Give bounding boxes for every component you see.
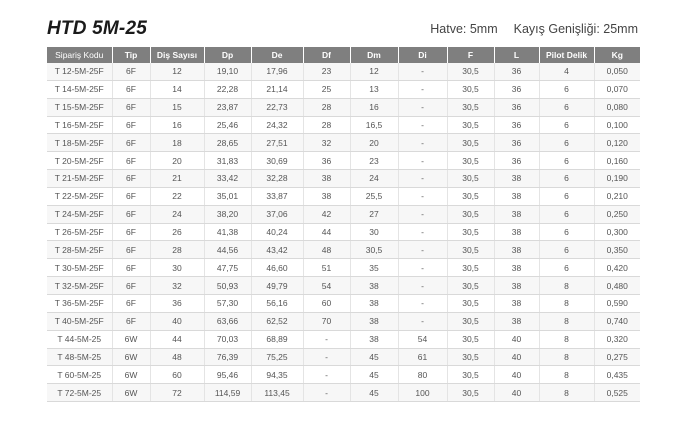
cell-dm: 38 — [350, 277, 398, 295]
cell-kg: 0,080 — [594, 98, 640, 116]
cell-type: 6F — [112, 259, 150, 277]
cell-type: 6W — [112, 384, 150, 402]
table-row — [47, 348, 640, 366]
table-row — [47, 366, 640, 384]
cell-type: 6F — [112, 98, 150, 116]
cell-dm: 16,5 — [350, 116, 398, 134]
cell-order-code: T 22-5M-25F — [47, 187, 112, 205]
cell-teeth: 15 — [150, 98, 204, 116]
cell-f: 30,5 — [447, 223, 494, 241]
cell-di: - — [398, 259, 447, 277]
cell-di: 54 — [398, 330, 447, 348]
cell-di: - — [398, 80, 447, 98]
cell-de: 33,87 — [251, 187, 303, 205]
cell-dm: 16 — [350, 98, 398, 116]
cell-pilot-bore: 6 — [539, 80, 594, 98]
cell-l: 38 — [494, 241, 539, 259]
cell-pilot-bore: 6 — [539, 170, 594, 188]
cell-order-code: T 60-5M-25 — [47, 366, 112, 384]
cell-order-code: T 32-5M-25F — [47, 277, 112, 295]
cell-di: - — [398, 312, 447, 330]
cell-f: 30,5 — [447, 312, 494, 330]
cell-teeth: 48 — [150, 348, 204, 366]
cell-dp: 38,20 — [204, 205, 251, 223]
cell-dm: 45 — [350, 366, 398, 384]
cell-teeth: 36 — [150, 294, 204, 312]
cell-dm: 35 — [350, 259, 398, 277]
cell-pilot-bore: 4 — [539, 63, 594, 80]
cell-kg: 0,160 — [594, 152, 640, 170]
cell-de: 43,42 — [251, 241, 303, 259]
cell-l: 40 — [494, 366, 539, 384]
cell-teeth: 40 — [150, 312, 204, 330]
cell-dp: 22,28 — [204, 80, 251, 98]
cell-teeth: 72 — [150, 384, 204, 402]
table-row — [47, 134, 640, 152]
cell-order-code: T 40-5M-25F — [47, 312, 112, 330]
col-header-teeth: Diş Sayısı — [150, 47, 204, 63]
cell-di: 61 — [398, 348, 447, 366]
cell-teeth: 18 — [150, 134, 204, 152]
cell-kg: 0,190 — [594, 170, 640, 188]
cell-kg: 0,420 — [594, 259, 640, 277]
cell-type: 6W — [112, 348, 150, 366]
cell-pilot-bore: 6 — [539, 134, 594, 152]
cell-df: - — [303, 348, 350, 366]
cell-pilot-bore: 6 — [539, 223, 594, 241]
col-header-dp: Dp — [204, 47, 251, 63]
cell-f: 30,5 — [447, 241, 494, 259]
cell-dp: 28,65 — [204, 134, 251, 152]
cell-di: - — [398, 277, 447, 295]
cell-di: - — [398, 241, 447, 259]
cell-teeth: 24 — [150, 205, 204, 223]
cell-pilot-bore: 6 — [539, 116, 594, 134]
cell-order-code: T 12-5M-25F — [47, 63, 112, 80]
cell-di: - — [398, 116, 447, 134]
cell-dm: 23 — [350, 152, 398, 170]
cell-kg: 0,435 — [594, 366, 640, 384]
cell-di: - — [398, 205, 447, 223]
cell-kg: 0,050 — [594, 63, 640, 80]
cell-teeth: 44 — [150, 330, 204, 348]
cell-dm: 38 — [350, 294, 398, 312]
cell-teeth: 28 — [150, 241, 204, 259]
cell-de: 21,14 — [251, 80, 303, 98]
table-row — [47, 187, 640, 205]
cell-order-code: T 28-5M-25F — [47, 241, 112, 259]
cell-type: 6F — [112, 294, 150, 312]
cell-type: 6F — [112, 277, 150, 295]
cell-f: 30,5 — [447, 366, 494, 384]
cell-l: 38 — [494, 294, 539, 312]
cell-kg: 0,480 — [594, 277, 640, 295]
table-row — [47, 277, 640, 295]
cell-dm: 30,5 — [350, 241, 398, 259]
cell-dp: 63,66 — [204, 312, 251, 330]
cell-df: 38 — [303, 170, 350, 188]
page-title: HTD 5M-25 — [47, 18, 147, 39]
table-row — [47, 205, 640, 223]
table-row — [47, 294, 640, 312]
cell-kg: 0,250 — [594, 205, 640, 223]
cell-l: 38 — [494, 312, 539, 330]
cell-dm: 45 — [350, 348, 398, 366]
cell-df: 44 — [303, 223, 350, 241]
cell-kg: 0,320 — [594, 330, 640, 348]
col-header-dm: Dm — [350, 47, 398, 63]
cell-order-code: T 72-5M-25 — [47, 384, 112, 402]
cell-f: 30,5 — [447, 98, 494, 116]
cell-f: 30,5 — [447, 116, 494, 134]
cell-pilot-bore: 6 — [539, 259, 594, 277]
cell-teeth: 16 — [150, 116, 204, 134]
cell-di: - — [398, 223, 447, 241]
cell-l: 40 — [494, 348, 539, 366]
cell-df: 38 — [303, 187, 350, 205]
cell-dp: 33,42 — [204, 170, 251, 188]
cell-teeth: 22 — [150, 187, 204, 205]
cell-pilot-bore: 8 — [539, 312, 594, 330]
cell-type: 6F — [112, 223, 150, 241]
cell-teeth: 21 — [150, 170, 204, 188]
cell-de: 56,16 — [251, 294, 303, 312]
cell-dp: 114,59 — [204, 384, 251, 402]
specs-info — [430, 22, 638, 36]
cell-df: 42 — [303, 205, 350, 223]
col-header-type: Tip — [112, 47, 150, 63]
cell-dm: 27 — [350, 205, 398, 223]
cell-dp: 50,93 — [204, 277, 251, 295]
cell-l: 38 — [494, 277, 539, 295]
cell-dm: 45 — [350, 384, 398, 402]
cell-de: 94,35 — [251, 366, 303, 384]
table-row — [47, 241, 640, 259]
table-row — [47, 170, 640, 188]
cell-f: 30,5 — [447, 152, 494, 170]
cell-type: 6W — [112, 366, 150, 384]
cell-df: 25 — [303, 80, 350, 98]
cell-de: 75,25 — [251, 348, 303, 366]
cell-type: 6F — [112, 134, 150, 152]
cell-teeth: 26 — [150, 223, 204, 241]
cell-df: - — [303, 330, 350, 348]
cell-l: 38 — [494, 205, 539, 223]
col-header-kg: Kg — [594, 47, 640, 63]
cell-de: 27,51 — [251, 134, 303, 152]
cell-order-code: T 30-5M-25F — [47, 259, 112, 277]
cell-dm: 20 — [350, 134, 398, 152]
cell-teeth: 30 — [150, 259, 204, 277]
cell-dp: 47,75 — [204, 259, 251, 277]
cell-kg: 0,740 — [594, 312, 640, 330]
cell-type: 6F — [112, 80, 150, 98]
cell-dp: 31,83 — [204, 152, 251, 170]
cell-de: 37,06 — [251, 205, 303, 223]
cell-pilot-bore: 6 — [539, 98, 594, 116]
cell-dp: 95,46 — [204, 366, 251, 384]
cell-order-code: T 18-5M-25F — [47, 134, 112, 152]
table-row — [47, 384, 640, 402]
cell-dm: 12 — [350, 63, 398, 80]
cell-l: 38 — [494, 170, 539, 188]
cell-dm: 38 — [350, 312, 398, 330]
cell-l: 36 — [494, 152, 539, 170]
cell-type: 6F — [112, 312, 150, 330]
cell-kg: 0,350 — [594, 241, 640, 259]
cell-di: - — [398, 294, 447, 312]
cell-kg: 0,300 — [594, 223, 640, 241]
cell-de: 46,60 — [251, 259, 303, 277]
cell-l: 36 — [494, 116, 539, 134]
cell-dm: 38 — [350, 330, 398, 348]
pulley-spec-table — [47, 47, 640, 402]
cell-pilot-bore: 8 — [539, 348, 594, 366]
cell-di: - — [398, 98, 447, 116]
cell-pilot-bore: 8 — [539, 366, 594, 384]
pitch-label: Hatve: 5mm — [430, 22, 498, 36]
cell-kg: 0,100 — [594, 116, 640, 134]
table-row — [47, 152, 640, 170]
cell-order-code: T 44-5M-25 — [47, 330, 112, 348]
cell-pilot-bore: 6 — [539, 205, 594, 223]
cell-l: 36 — [494, 80, 539, 98]
cell-df: 60 — [303, 294, 350, 312]
cell-dp: 19,10 — [204, 63, 251, 80]
cell-type: 6F — [112, 63, 150, 80]
cell-order-code: T 20-5M-25F — [47, 152, 112, 170]
cell-f: 30,5 — [447, 134, 494, 152]
table-row — [47, 312, 640, 330]
cell-dm: 25,5 — [350, 187, 398, 205]
cell-l: 38 — [494, 187, 539, 205]
cell-de: 49,79 — [251, 277, 303, 295]
cell-de: 22,73 — [251, 98, 303, 116]
cell-dp: 44,56 — [204, 241, 251, 259]
cell-di: - — [398, 63, 447, 80]
cell-teeth: 32 — [150, 277, 204, 295]
cell-de: 113,45 — [251, 384, 303, 402]
col-header-pilot-bore: Pilot Delik — [539, 47, 594, 63]
cell-l: 38 — [494, 259, 539, 277]
cell-dp: 23,87 — [204, 98, 251, 116]
cell-di: - — [398, 187, 447, 205]
cell-de: 68,89 — [251, 330, 303, 348]
col-header-de: De — [251, 47, 303, 63]
cell-l: 40 — [494, 384, 539, 402]
cell-df: 23 — [303, 63, 350, 80]
cell-order-code: T 36-5M-25F — [47, 294, 112, 312]
cell-order-code: T 15-5M-25F — [47, 98, 112, 116]
cell-df: 54 — [303, 277, 350, 295]
cell-order-code: T 16-5M-25F — [47, 116, 112, 134]
cell-teeth: 20 — [150, 152, 204, 170]
col-header-di: Di — [398, 47, 447, 63]
table-row — [47, 116, 640, 134]
cell-df: 28 — [303, 116, 350, 134]
cell-di: - — [398, 170, 447, 188]
cell-f: 30,5 — [447, 259, 494, 277]
cell-de: 24,32 — [251, 116, 303, 134]
cell-f: 30,5 — [447, 294, 494, 312]
col-header-df: Df — [303, 47, 350, 63]
cell-df: 36 — [303, 152, 350, 170]
cell-kg: 0,120 — [594, 134, 640, 152]
cell-df: 70 — [303, 312, 350, 330]
col-header-order-code: Sipariş Kodu — [47, 47, 112, 63]
cell-kg: 0,525 — [594, 384, 640, 402]
cell-dp: 57,30 — [204, 294, 251, 312]
cell-di: - — [398, 134, 447, 152]
cell-f: 30,5 — [447, 205, 494, 223]
table-row — [47, 223, 640, 241]
cell-l: 36 — [494, 98, 539, 116]
cell-f: 30,5 — [447, 330, 494, 348]
cell-di: 80 — [398, 366, 447, 384]
cell-dm: 30 — [350, 223, 398, 241]
cell-type: 6F — [112, 205, 150, 223]
cell-kg: 0,275 — [594, 348, 640, 366]
cell-f: 30,5 — [447, 384, 494, 402]
table-header-row — [47, 47, 640, 63]
cell-type: 6F — [112, 152, 150, 170]
belt-width-label: Kayış Genişliği: 25mm — [513, 22, 638, 36]
cell-dm: 13 — [350, 80, 398, 98]
cell-l: 36 — [494, 134, 539, 152]
cell-f: 30,5 — [447, 187, 494, 205]
cell-f: 30,5 — [447, 170, 494, 188]
cell-type: 6F — [112, 241, 150, 259]
table-row — [47, 330, 640, 348]
cell-df: - — [303, 366, 350, 384]
cell-kg: 0,210 — [594, 187, 640, 205]
cell-teeth: 12 — [150, 63, 204, 80]
cell-kg: 0,590 — [594, 294, 640, 312]
cell-de: 32,28 — [251, 170, 303, 188]
cell-order-code: T 14-5M-25F — [47, 80, 112, 98]
cell-teeth: 14 — [150, 80, 204, 98]
cell-dp: 76,39 — [204, 348, 251, 366]
table-row — [47, 98, 640, 116]
cell-f: 30,5 — [447, 63, 494, 80]
cell-type: 6W — [112, 330, 150, 348]
cell-pilot-bore: 8 — [539, 277, 594, 295]
col-header-l: L — [494, 47, 539, 63]
cell-dp: 35,01 — [204, 187, 251, 205]
cell-kg: 0,070 — [594, 80, 640, 98]
cell-df: 32 — [303, 134, 350, 152]
cell-type: 6F — [112, 170, 150, 188]
cell-order-code: T 26-5M-25F — [47, 223, 112, 241]
table-row — [47, 80, 640, 98]
cell-pilot-bore: 8 — [539, 384, 594, 402]
cell-dp: 25,46 — [204, 116, 251, 134]
cell-pilot-bore: 6 — [539, 152, 594, 170]
cell-l: 40 — [494, 330, 539, 348]
table-row — [47, 63, 640, 80]
cell-de: 62,52 — [251, 312, 303, 330]
col-header-f: F — [447, 47, 494, 63]
cell-df: 48 — [303, 241, 350, 259]
cell-type: 6F — [112, 116, 150, 134]
cell-de: 40,24 — [251, 223, 303, 241]
cell-type: 6F — [112, 187, 150, 205]
cell-l: 36 — [494, 63, 539, 80]
cell-f: 30,5 — [447, 348, 494, 366]
cell-dm: 24 — [350, 170, 398, 188]
cell-dp: 41,38 — [204, 223, 251, 241]
cell-df: 51 — [303, 259, 350, 277]
table-row — [47, 259, 640, 277]
cell-dp: 70,03 — [204, 330, 251, 348]
cell-pilot-bore: 6 — [539, 241, 594, 259]
cell-teeth: 60 — [150, 366, 204, 384]
cell-df: - — [303, 384, 350, 402]
cell-de: 30,69 — [251, 152, 303, 170]
cell-pilot-bore: 6 — [539, 187, 594, 205]
cell-order-code: T 21-5M-25F — [47, 170, 112, 188]
cell-pilot-bore: 8 — [539, 294, 594, 312]
cell-f: 30,5 — [447, 80, 494, 98]
cell-order-code: T 48-5M-25 — [47, 348, 112, 366]
cell-pilot-bore: 8 — [539, 330, 594, 348]
cell-di: 100 — [398, 384, 447, 402]
cell-l: 38 — [494, 223, 539, 241]
cell-de: 17,96 — [251, 63, 303, 80]
cell-order-code: T 24-5M-25F — [47, 205, 112, 223]
cell-df: 28 — [303, 98, 350, 116]
cell-di: - — [398, 152, 447, 170]
cell-f: 30,5 — [447, 277, 494, 295]
